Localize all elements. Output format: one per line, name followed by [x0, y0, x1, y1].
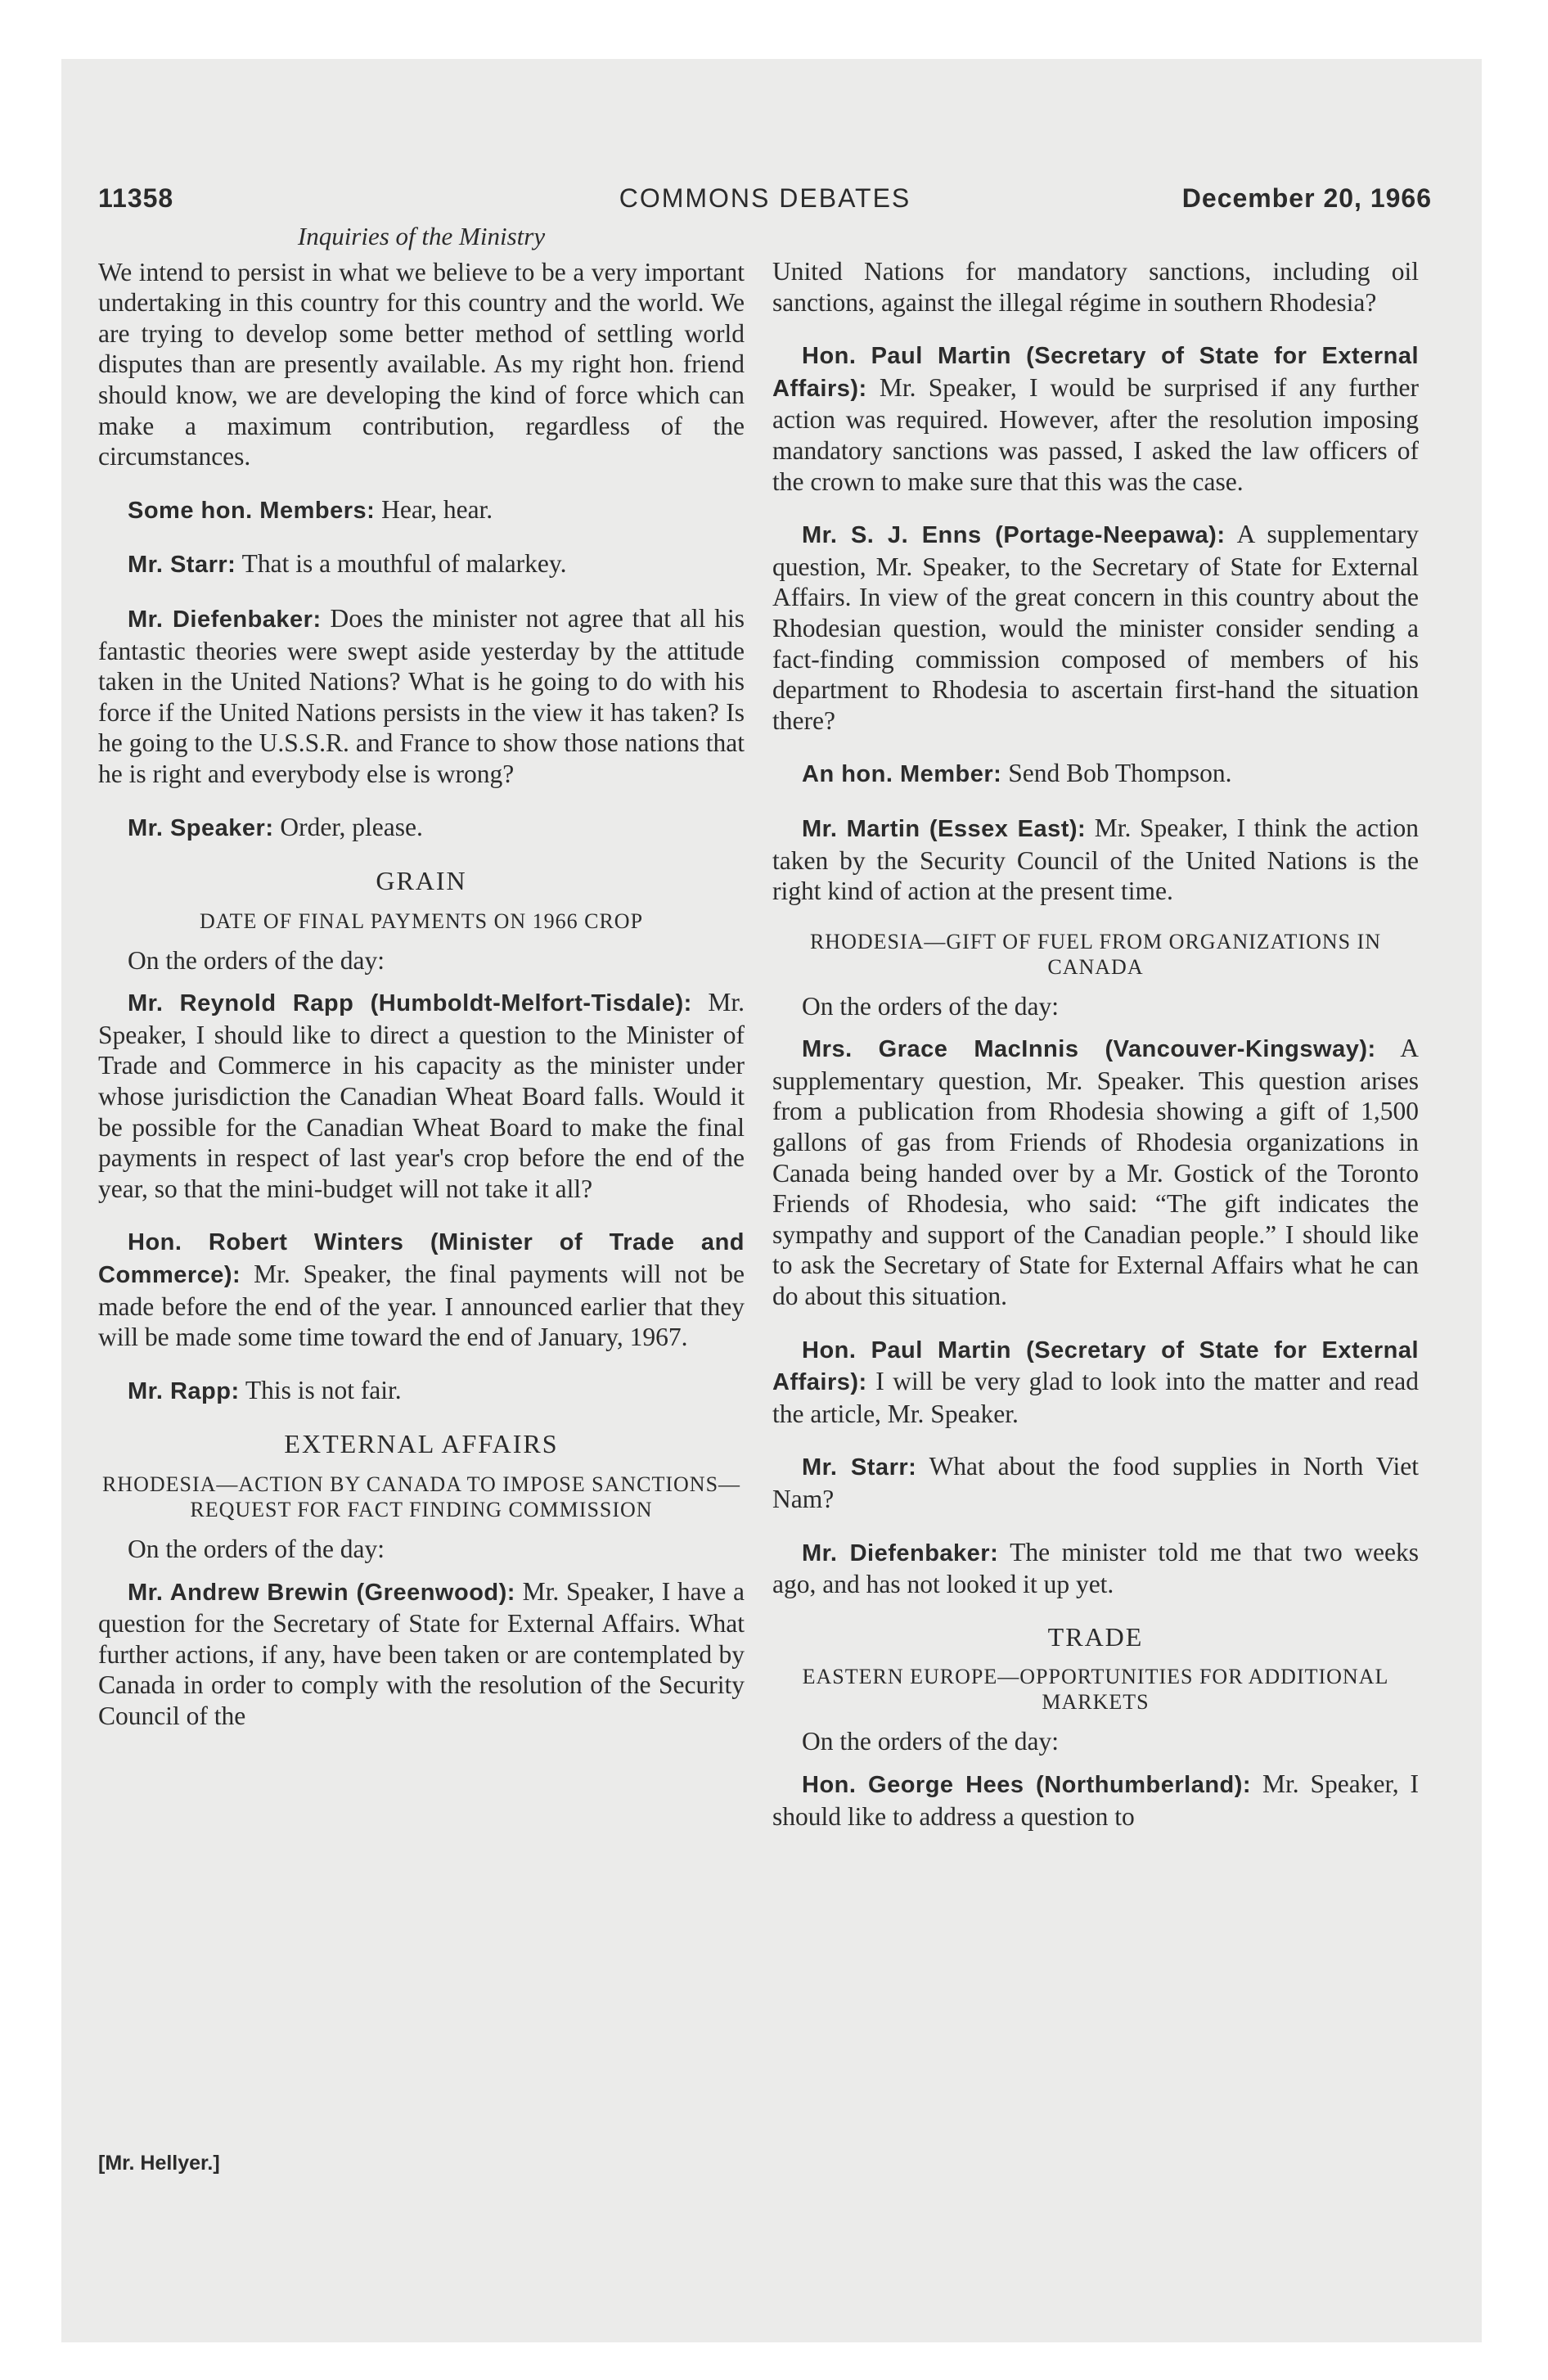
page-header — [98, 183, 1432, 224]
section-subheading: DATE OF FINAL PAYMENTS ON 1966 CROP — [199, 908, 644, 933]
paragraph — [772, 1033, 1419, 1311]
speaker-name: Mr. Martin (Essex East): — [802, 815, 1087, 842]
publication-title: COMMONS DEBATES — [619, 183, 911, 213]
speech-text: Mr. Speaker, I would be surprised if any further action was required. However, after the resolution imposing mandatory sanctions was passed, I asked the law officers of the crown to make sure that this was the case. — [772, 372, 1419, 496]
left-column — [98, 221, 745, 1754]
speech-text: Mr. Speaker, I have a question for the Secretary of State for External Affairs. What further actions, if any, have been taken or are contemplated by Canada in order to comply with the resolution of the Security Council of the — [98, 1576, 745, 1730]
speaker-name: Mr. Speaker: — [128, 814, 274, 841]
paragraph — [98, 494, 745, 527]
speech-text: That is a mouthful of malarkey. — [236, 549, 567, 579]
speaker-name: An hon. Member: — [802, 761, 1002, 788]
orders-of-the-day: On the orders of the day: — [128, 945, 385, 975]
speaker-signature: [Mr. Hellyer.] — [98, 2152, 220, 2175]
speech-text: I will be very glad to look into the matter and read the article, Mr. Speaker. — [772, 1367, 1419, 1428]
speaker-name: Hon. Robert Winters (Minister of Trade and Commerce): — [98, 1229, 745, 1289]
orders-of-the-day: On the orders of the day: — [128, 1535, 385, 1563]
speech-text: Mr. Speaker, I should like to direct a question to the Minister of Trade and Commerce in his capacity as the minister under whose jurisdiction the Canadian Wheat Board falls. Would it be possible for the Canadian Wheat Board to make the final payments in respect of last year's crop before the end of the year, so that the mini-budget will not take it all? — [98, 988, 745, 1203]
speaker-name: Mr. Rapp: — [128, 1377, 240, 1404]
speaker-name: Mr. Reynold Rapp (Humboldt-Melfort-Tisdale): — [128, 990, 692, 1017]
orders-of-the-day: On the orders of the day: — [802, 1727, 1060, 1756]
speaker-name: Hon. Paul Martin (Secretary of State for External Affairs): — [772, 343, 1419, 402]
section-subheading: EASTERN EUROPE—OPPORTUNITIES FOR ADDITIONAL MARKETS — [802, 1665, 1389, 1715]
paragraph: We intend to persist in what we believe to be a very important undertaking in this country for this country and the world. We are trying to develop some better method of settling world disputes than are presently available. As my right hon. friend should know, we are developing the kind of force which can make a maximum contribution, regardless of the circumstances. — [98, 257, 745, 471]
speaker-name: Mr. Diefenbaker: — [128, 606, 322, 633]
speaker-name: Mr. Diefenbaker: — [802, 1539, 999, 1566]
paragraph — [98, 987, 745, 1204]
speech-text: This is not fair. — [239, 1375, 402, 1404]
paragraph — [98, 603, 745, 790]
speech-text: What about the food supplies in North Viet Nam? — [772, 1452, 1419, 1513]
paragraph — [772, 758, 1419, 791]
paragraph — [98, 1375, 745, 1408]
speaker-name: Hon. Paul Martin (Secretary of State for External Affairs): — [772, 1336, 1419, 1396]
speaker-name: Mr. Starr: — [802, 1454, 917, 1481]
paragraph — [772, 1537, 1419, 1600]
speaker-name: Mr. Starr: — [128, 552, 236, 579]
paragraph — [772, 519, 1419, 736]
speaker-name: Mrs. Grace MacInnis (Vancouver-Kingsway): — [802, 1036, 1376, 1063]
section-heading-external-affairs: EXTERNAL AFFAIRS — [284, 1429, 559, 1459]
paragraph — [98, 1226, 745, 1352]
paragraph — [772, 340, 1419, 497]
paragraph — [772, 1334, 1419, 1430]
speech-text: Mr. Speaker, the final payments will not be made before the end of the year. I announced earlier that they will be made some time toward the end of January, 1967. — [98, 1260, 745, 1352]
speech-text: The minister told me that two weeks ago, and has not looked it up yet. — [772, 1537, 1419, 1599]
orders-of-the-day: On the orders of the day: — [802, 991, 1060, 1021]
paragraph — [98, 1576, 745, 1732]
section-heading-trade: TRADE — [1047, 1621, 1144, 1652]
section-subheading: RHODESIA—ACTION BY CANADA TO IMPOSE SANCTIONS—REQUEST FOR FACT FINDING COMMISSION — [101, 1472, 741, 1521]
paragraph — [772, 813, 1419, 907]
speaker-name: Some hon. Members: — [128, 497, 376, 524]
page-number: 11358 — [98, 183, 174, 213]
speech-text: Mr. Speaker, I should like to address a question to — [772, 1769, 1419, 1831]
page-date: December 20, 1966 — [1181, 183, 1432, 213]
speech-text: A supplementary question, Mr. Speaker. This question arises from a publication from Rhodesia showing a gift of 1,500 gallons of gas from Friends of Rhodesia organizations in Canada being handed over by a Mr. Gostick of the Toronto Friends of Rhodesia, who said: “The gift indicates the sympathy and support of the Canadian people.” I should like to ask the Secretary of State for External Affairs what he can do about this situation. — [772, 1034, 1419, 1311]
speech-text: Mr. Speaker, I think the action taken by the Security Council of the United Nations is the right kind of action at the present time. — [772, 813, 1419, 906]
speech-text: A supplementary question, Mr. Speaker, to the Secretary of State for External Affairs. In view of the great concern in this country about the Rhodesian question, would the minister consider sending a fact-finding commission composed of members of his department to Rhodesia to ascertain first-hand the situation there? — [772, 520, 1419, 735]
speech-text: Order, please. — [273, 812, 423, 841]
right-column — [772, 221, 1419, 1854]
paragraph: United Nations for mandatory sanctions, including oil sanctions, against the illegal régime in southern Rhodesia? — [772, 257, 1419, 317]
paragraph — [98, 812, 745, 845]
running-head: Inquiries of the Ministry — [297, 222, 546, 250]
paragraph — [772, 1769, 1419, 1832]
speaker-name: Hon. George Hees (Northumberland): — [802, 1771, 1252, 1798]
speaker-name: Mr. S. J. Enns (Portage-Neepawa): — [802, 522, 1226, 549]
speech-text: Send Bob Thompson. — [1001, 759, 1232, 788]
paragraph — [772, 1451, 1419, 1514]
speech-text: Does the minister not agree that all his fantastic theories were swept aside yesterday by the attitude taken in the United Nations? What is he going to do with his force if the United Nations persists in the view it has taken? Is he going to the U.S.S.R. and France to show those nations that he is right and everybody else is wrong? — [98, 603, 745, 788]
speech-text: Hear, hear. — [375, 494, 493, 524]
speaker-name: Mr. Andrew Brewin (Greenwood): — [128, 1579, 515, 1606]
paragraph — [98, 548, 745, 581]
section-heading-grain: GRAIN — [376, 866, 467, 896]
section-subheading: RHODESIA—GIFT OF FUEL FROM ORGANIZATIONS IN CANADA — [809, 929, 1382, 979]
